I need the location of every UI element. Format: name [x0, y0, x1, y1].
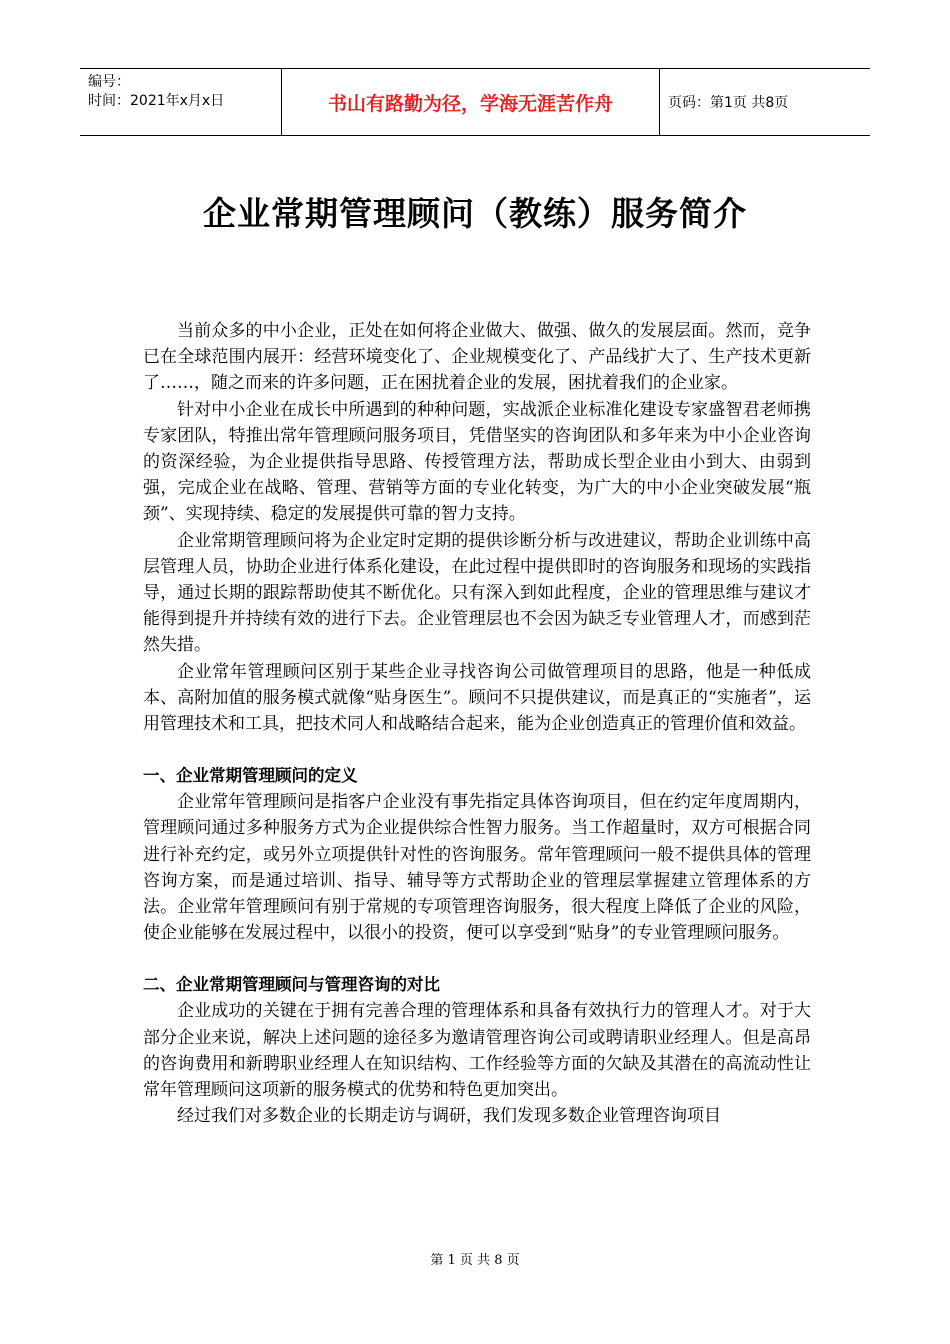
header-motto: 书山有路勤为径，学海无涯苦作舟 [282, 69, 660, 135]
page-footer: 第 1 页 共 8 页 [430, 1253, 520, 1268]
paragraph: 针对中小企业在成长中所遇到的种种问题，实战派企业标准化建设专家盛智君老师携专家团队，特推出常年管理顾问服务项目，凭借坚实的咨询团队和多年来为中小企业咨询的资深经验，为企业提供指导思路、传授管理方法，帮助成长型企业由小到大、由弱到强，完成企业在战略、管理、营销等方面的专业化转变，为广大的中小企业突破发展“瓶颈”、实现持续、稳定的发展提供可靠的智力支持。 [143, 399, 811, 525]
paragraph: 企业成功的关键在于拥有完善合理的管理体系和具备有效执行力的管理人才。对于大部分企业来说，解决上述问题的途径多为邀请管理咨询公司或聘请职业经理人。但是高昂的咨询费用和新聘职业经理人在知识结构、工作经验等方面的欠缺及其潜在的高流动性让常年管理顾问这项新的服务模式的优势和特色更加突出。 [143, 1001, 811, 1101]
document-title: 企业常期管理顾问（教练）服务简介 [203, 194, 747, 233]
section-gap [143, 946, 811, 972]
paragraph: 企业常年管理顾问区别于某些企业寻找咨询公司做管理项目的思路，他是一种低成本、高附加值的服务模式就像“贴身医生”。顾问不只提供建议，而是真正的“实施者”，运用管理技术和工具，把技术同人和战略结合起来，能为企业创造真正的管理价值和效益。 [143, 661, 811, 735]
paragraph: 经过我们对多数企业的长期走访与调研，我们发现多数企业管理咨询项目 [177, 1106, 721, 1127]
serial-number: 编号： [88, 74, 130, 90]
header-page-info: 页码：第1页 共8页 [668, 95, 789, 111]
page-header [80, 68, 870, 136]
document-date: 时间：2021年x月x日 [88, 93, 225, 109]
paragraph: 企业常年管理顾问是指客户企业没有事先指定具体咨询项目，但在约定年度周期内，管理顾问通过多种服务方式为企业提供综合性智力服务。当工作超量时，双方可根据合同进行补充约定，或另外立项提供针对性的咨询服务。常年管理顾问一般不提供具体的管理咨询方案，而是通过培训、指导、辅导等方式帮助企业的管理层掌握建立管理体系的方法。企业常年管理顾问有别于常规的专项管理咨询服务，很大程度上降低了企业的风险，使企业能够在发展过程中，以很小的投资，便可以享受到“贴身”的专业管理顾问服务。 [143, 792, 811, 944]
document-body [143, 318, 811, 1129]
header-meta [80, 69, 282, 135]
section-heading-comparison: 二、企业常期管理顾问与管理咨询的对比 [143, 975, 440, 995]
paragraph: 当前众多的中小企业，正处在如何将企业做大、做强、做久的发展层面。然而，竞争已在全球范围内展开：经营环境变化了、企业规模变化了、产品线扩大了、生产技术更新了……，随之而来的许多问题，正在困扰着企业的发展，困扰着我们的企业家。 [143, 321, 811, 394]
section-heading-definition: 一、企业常期管理顾问的定义 [143, 766, 358, 786]
paragraph: 企业常期管理顾问将为企业定时定期的提供诊断分析与改进建议，帮助企业训练中高层管理人员，协助企业进行体系化建设，在此过程中提供即时的咨询服务和现场的实践指导，通过长期的跟踪帮助使其不断优化。只有深入到如此程度，企业的管理思维与建议才能得到提升并持续有效的进行下去。企业管理层也不会因为缺乏专业管理人才，而感到茫然失措。 [143, 530, 811, 656]
section-gap [143, 737, 811, 763]
